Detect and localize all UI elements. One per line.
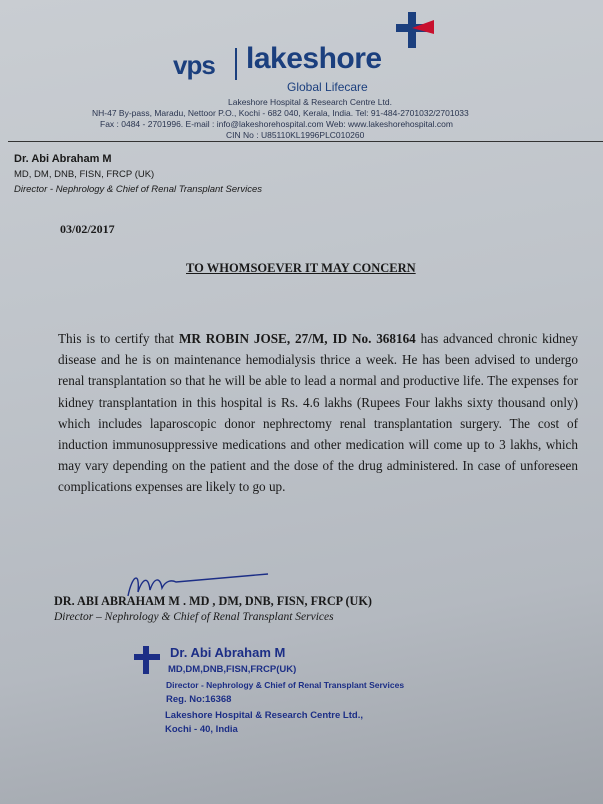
stamp-doctor-name: Dr. Abi Abraham M <box>170 645 286 660</box>
address-line-street: NH-47 By-pass, Maradu, Nettoor P.O., Kochi - 682 040, Kerala, India. Tel: 91-484-2701032/2701033 <box>92 108 469 118</box>
doctor-degrees: MD, DM, DNB, FISN, FRCP (UK) <box>14 169 155 180</box>
address-line-company: Lakeshore Hospital & Research Centre Ltd. <box>228 97 392 107</box>
doctor-name: Dr. Abi Abraham M <box>14 153 112 165</box>
body-text: has advanced chronic kidney disease and he is on maintenance hemodialysis thrice a week. He has been advised to undergo renal transplantation so that he will be able to lead a normal and productive life. The expenses for kidney transplantation in this hospital is Rs. 4.6 lakhs (Rupees Four lakhs sixty thousand only) which includes laparoscopic donor nephrectomy renal transplantation surgery. The cost of induction immunosuppressive medications and other medication will come up to 3 lakhs, which may vary depending on the patient and the dose of the drug administered. In case of unforeseen complications expenses are likely to go up. <box>58 331 578 495</box>
stamp-organisation: Lakeshore Hospital & Research Centre Ltd., <box>165 710 363 721</box>
signatory-role-line: Director – Nephrology & Chief of Renal Transplant Services <box>54 611 334 623</box>
address-line-cin: CIN No : U85110KL1996PLC010260 <box>226 130 365 140</box>
stamp-reg-no: Reg. No:16368 <box>166 694 232 705</box>
brand-tagline: Global Lifecare <box>287 80 368 94</box>
doctor-role: Director - Nephrology & Chief of Renal Transplant Services <box>14 184 262 195</box>
brand-prefix: vps <box>173 50 215 80</box>
brand-name: lakeshore <box>246 42 382 75</box>
stamp-degrees: MD,DM,DNB,FISN,FRCP(UK) <box>168 664 297 675</box>
stamp-role: Director - Nephrology & Chief of Renal Transplant Services <box>166 680 405 690</box>
signatory-name-line: DR. ABI ABRAHAM M . MD , DM, DNB, FISN, FRCP (UK) <box>54 594 372 608</box>
stamp-cross-icon <box>132 646 162 676</box>
letter-body <box>58 328 578 498</box>
brand-divider <box>235 48 237 80</box>
header-divider <box>8 141 603 142</box>
patient-details: MR ROBIN JOSE, 27/M, ID No. 368164 <box>178 331 416 346</box>
letter-date: 03/02/2017 <box>60 222 115 236</box>
letter-subject: TO WHOMSOEVER IT MAY CONCERN <box>186 261 416 275</box>
stamp-city: Kochi - 40, India <box>165 724 238 735</box>
address-line-contact: Fax : 0484 - 2701996. E-mail : info@lakeshorehospital.com Web: www.lakeshorehospital.com <box>100 119 453 129</box>
body-intro: This is to certify that <box>58 331 179 346</box>
lakeshore-cross-logo-icon <box>388 12 438 56</box>
